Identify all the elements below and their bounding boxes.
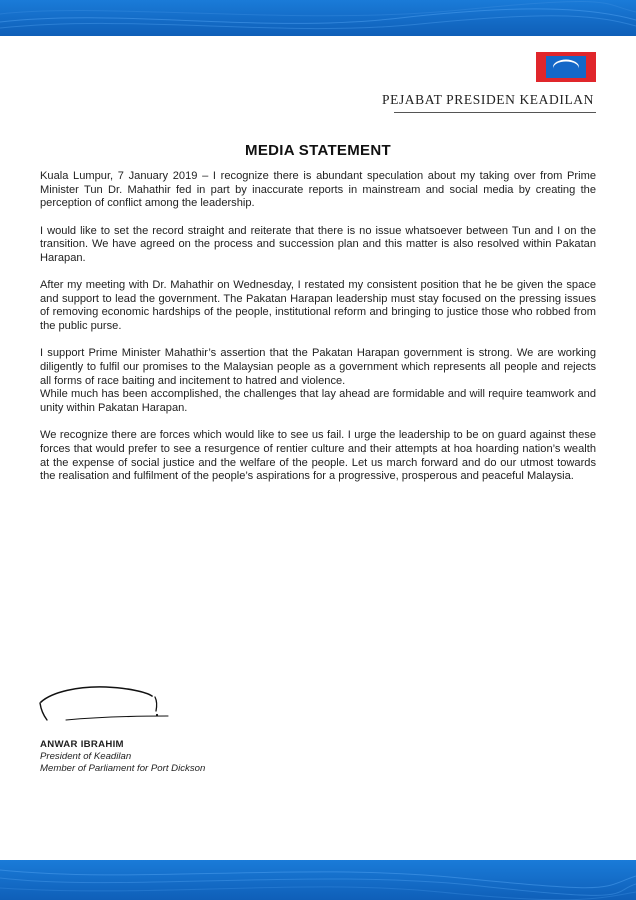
paragraph-6: We recognize there are forces which would like to see us fail. I urge the leadership to be on guard against these forces that would prefer to see a resurgence of rentier culture and their attempts at hoa hoarding nation’s wealth at the expense of social justice and the welfare of the people. Let us march forward and do our utmost towards the realisation and fulfilment of the people’s aspirations for a progressive, prosperous and peaceful Malaysia. xyxy=(40,429,596,483)
signature-block xyxy=(40,739,205,774)
paragraph-5: While much has been accomplished, the challenges that lay ahead are formidable and will require teamwork and unity within Pakatan Harapan. xyxy=(40,388,596,415)
signature-icon xyxy=(38,680,188,726)
footer-wave-pattern xyxy=(0,860,636,900)
banner-wave-pattern xyxy=(0,0,636,36)
document-title: MEDIA STATEMENT xyxy=(245,142,391,159)
office-title: PEJABAT PRESIDEN KEADILAN xyxy=(381,92,594,107)
keadilan-logo-icon xyxy=(536,52,596,82)
signatory-name: ANWAR IBRAHIM xyxy=(40,739,124,750)
bottom-banner xyxy=(0,860,636,900)
paragraph-3: After my meeting with Dr. Mahathir on Wednesday, I restated my consistent position that he be given the space and support to lead the government. The Pakatan Harapan leadership must stay focused on the pressing issues of removing economic hardships of the people, institutional reform and bringing to justice those who robbed from the public purse. xyxy=(40,279,596,333)
paragraph-2: I would like to set the record straight and reiterate that there is no issue whatsoever between Tun and I on the transition. We have agreed on the process and succession plan and this matter is also resolved within Pakatan Harapan. xyxy=(40,224,596,264)
office-title-underline xyxy=(394,112,596,113)
top-banner xyxy=(0,0,636,36)
signatory-constituency: Member of Parliament for Port Dickson xyxy=(40,762,206,774)
statement-body xyxy=(40,170,596,497)
paragraph-4: I support Prime Minister Mahathir’s assertion that the Pakatan Harapan government is strong. We are working diligently to fulfil our promises to the Malaysian people as a government which represents all people and rejects all forms of race baiting and incitement to hatred and violence. xyxy=(40,347,596,387)
signatory-role: President of Keadilan xyxy=(40,750,132,762)
paragraph-1: Kuala Lumpur, 7 January 2019 – I recognize there is abundant speculation about my taking over from Prime Minister Tun Dr. Mahathir fed in part by inaccurate reports in mainstream and social media by creating the perception of conflict among the leadership. xyxy=(40,170,596,210)
